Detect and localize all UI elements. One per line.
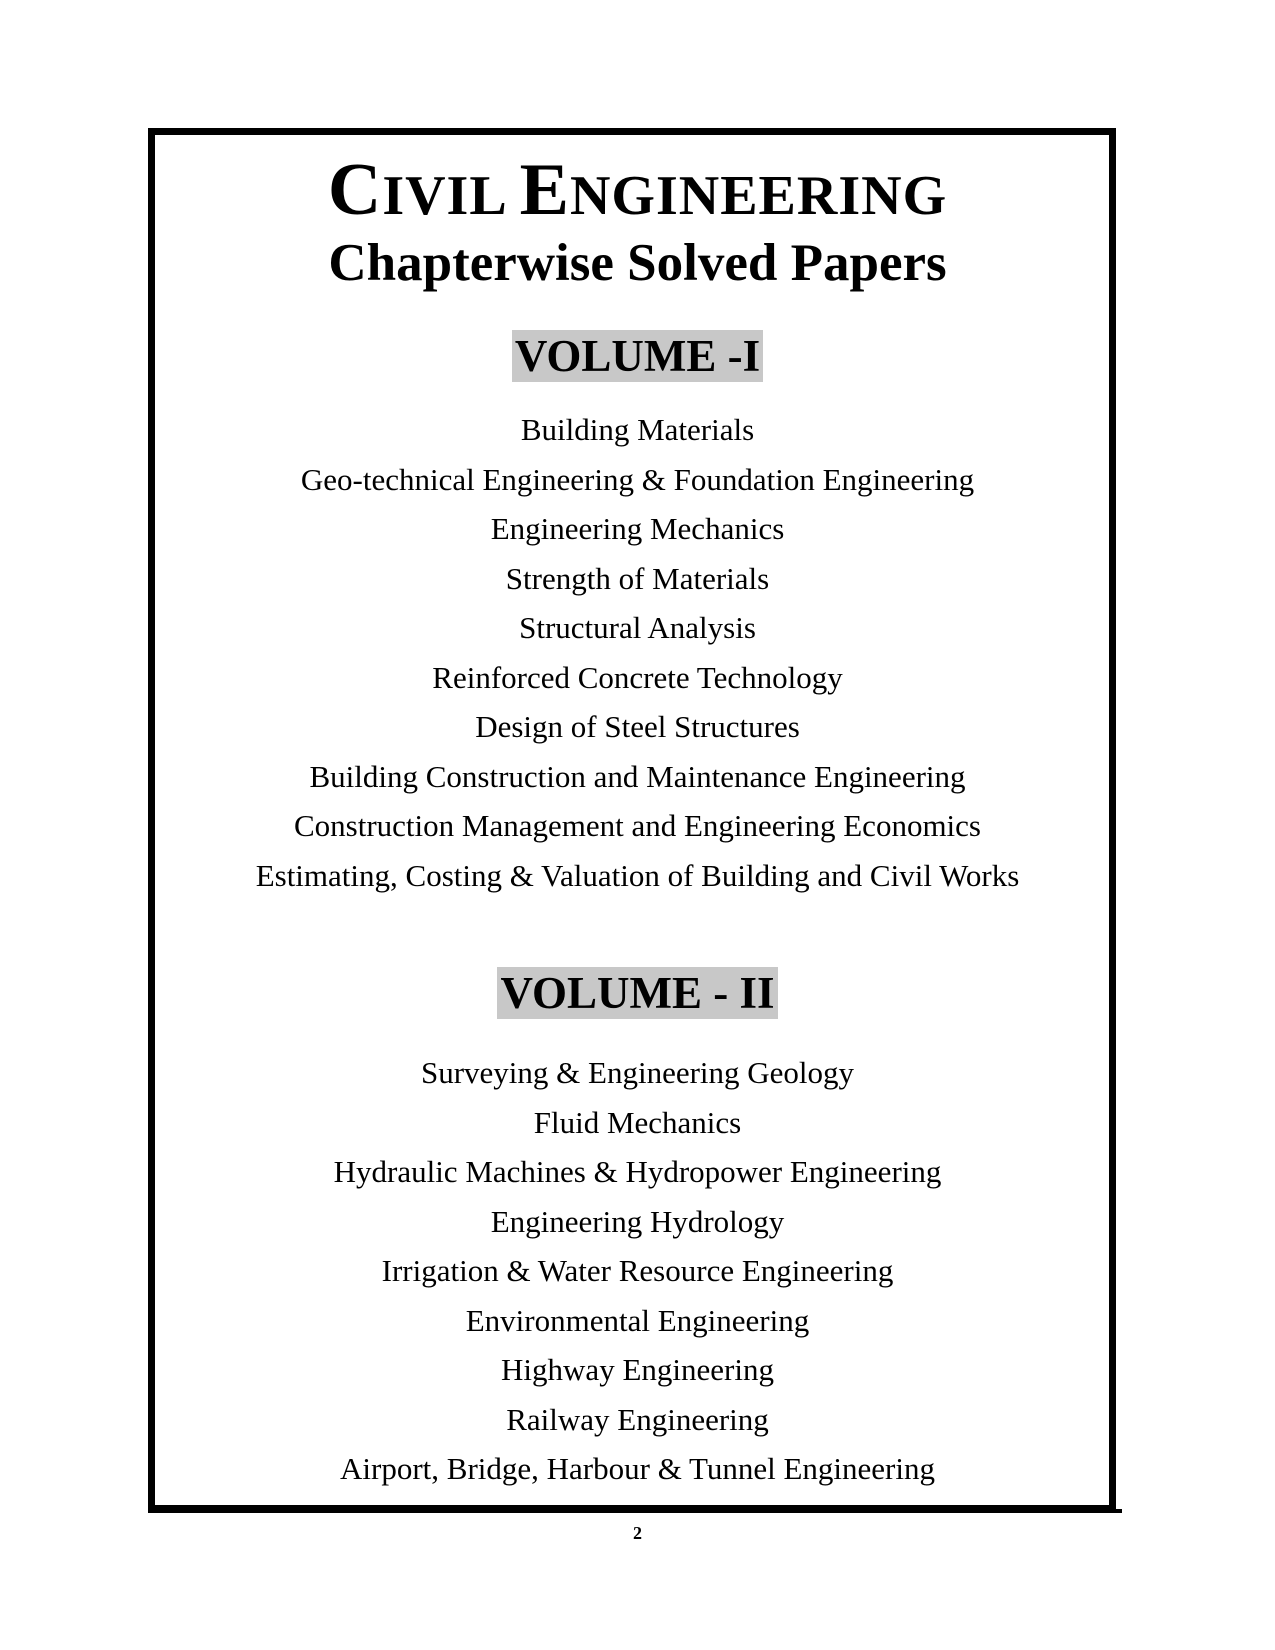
title-word-ivil: IVIL <box>382 165 520 227</box>
list-item: Fluid Mechanics <box>533 1104 742 1140</box>
page-border-shadow <box>148 1509 1122 1513</box>
list-item: Environmental Engineering <box>465 1302 810 1338</box>
list-item: Construction Management and Engineering Economics <box>294 808 981 843</box>
volume-1-topic-list <box>0 405 1275 900</box>
list-item: Reinforced Concrete Technology <box>432 659 843 695</box>
volume-2-heading <box>0 967 1275 1019</box>
list-item: Building Materials <box>520 412 755 447</box>
list-item: Surveying & Engineering Geology <box>420 1055 855 1090</box>
list-item: Building Construction and Maintenance Engineering <box>309 758 966 794</box>
list-item: Design of Steel Structures <box>475 709 800 744</box>
list-item: Estimating, Costing & Valuation of Building and Civil Works <box>255 857 1020 893</box>
page-number: 2 <box>633 1523 642 1543</box>
list-item: Geo-technical Engineering & Foundation Engineering <box>300 461 975 497</box>
list-item: Engineering Hydrology <box>490 1203 785 1239</box>
list-item: Structural Analysis <box>519 610 756 645</box>
list-item: Airport, Bridge, Harbour & Tunnel Engineering <box>340 1451 935 1486</box>
list-item: Hydraulic Machines & Hydropower Engineering <box>333 1154 942 1189</box>
list-item: Irrigation & Water Resource Engineering <box>381 1253 894 1288</box>
title-initial-c: C <box>327 149 383 231</box>
volume-2-heading-label: VOLUME - II <box>497 967 777 1019</box>
list-item: Highway Engineering <box>501 1352 774 1387</box>
list-item: Railway Engineering <box>506 1401 769 1437</box>
volume-2-topic-list <box>0 1048 1275 1494</box>
title-initial-e: E <box>519 149 570 231</box>
volume-1-heading <box>0 330 1275 382</box>
list-item: Strength of Materials <box>505 560 770 596</box>
title-word-ngineering: NGINEERING <box>569 165 948 227</box>
document-subtitle: Chapterwise Solved Papers <box>328 234 947 292</box>
list-item: Engineering Mechanics <box>490 511 785 546</box>
document-title <box>0 150 1275 236</box>
volume-1-heading-label: VOLUME -I <box>512 330 763 382</box>
